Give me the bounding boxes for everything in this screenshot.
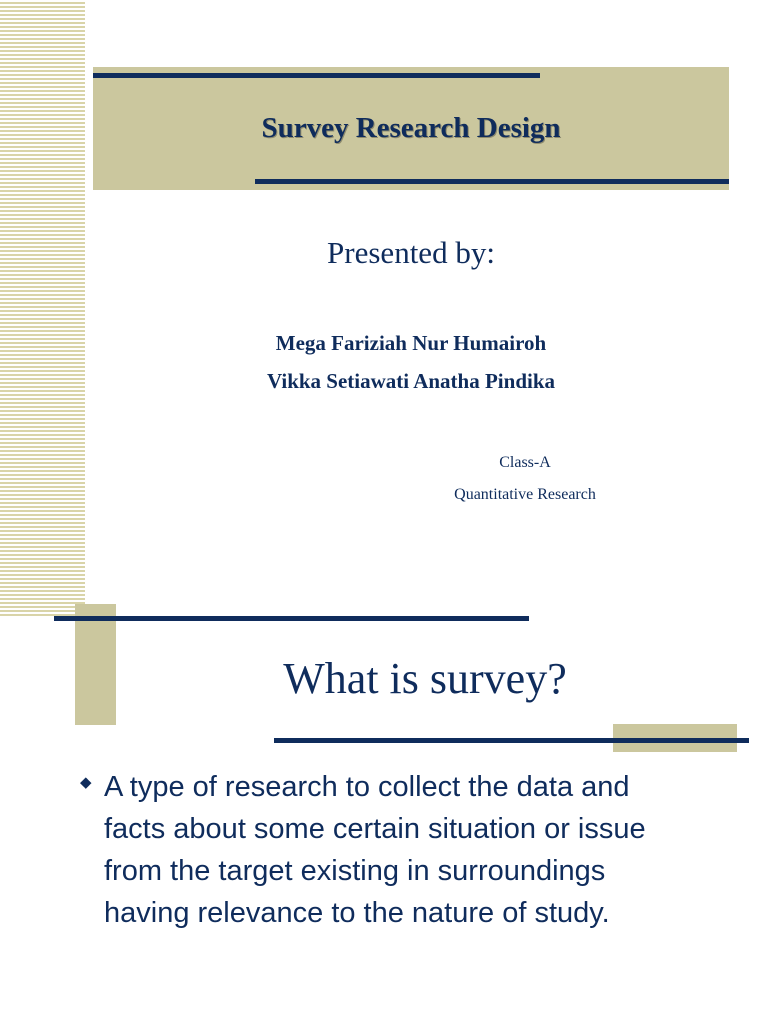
heading-top-bar [54,616,529,621]
title-top-bar [93,73,540,78]
list-item [80,766,680,934]
bullet-text: A type of research to collect the data and facts about some certain situation or issue from the target existing in surroundings having relevance to the nature of study. [104,771,646,929]
title-bottom-bar [255,179,729,184]
stripe-edge [85,0,86,512]
author-name: Vikka Setiawati Anatha Pindika [266,369,556,393]
accent-block-left [75,604,116,725]
slide-what-is-survey [0,512,768,1024]
diamond-icon: ◆ [80,775,92,791]
class-label: Class-A [499,454,551,471]
decorative-stripes [0,512,85,616]
bullet-list [80,766,680,934]
slide-heading: What is survey? [283,654,567,703]
presented-by: Presented by: [327,235,495,270]
slide-title-text: Survey Research Design [261,112,561,144]
course-label: Quantitative Research [454,486,596,503]
heading-bottom-bar [274,738,749,743]
decorative-stripes [0,0,85,512]
author-name: Mega Fariziah Nur Humairoh [275,331,547,355]
stripe-edge [85,512,86,616]
